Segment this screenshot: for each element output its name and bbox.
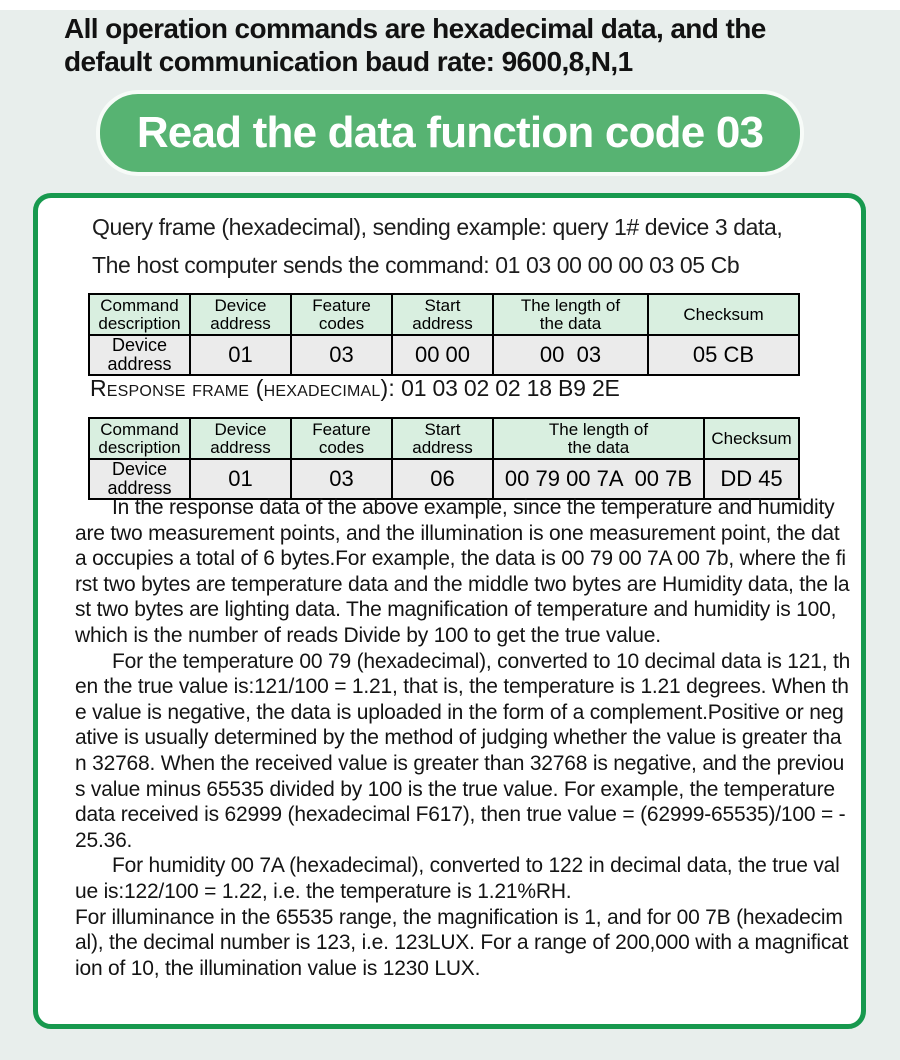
query-header-start-address: Start address <box>392 294 493 335</box>
response-frame-caption <box>90 375 620 402</box>
explanation-paragraph-2: For the temperature 00 79 (hexadecimal), converted to 10 decimal data is 121, then the true value is:121/100 = 1.21, that is, the temperature is 1.21 degrees. When the value is negative, the data is uploaded in the form of a complement.Positive or negative is usually determined by the method of judging whether the value is greater than 32768. When the received value is greater than 32768 is negative, and the previous value minus 65535 divided by 100 is the true value. For example, the temperature data received is 62999 (hexadecimal F617), then true value = (62999-65535)/100 = -25.36. <box>75 649 851 852</box>
response-header-data-length <box>493 418 704 459</box>
explanation-paragraph-4: For illuminance in the 65535 range, the magnification is 1, and for 00 7B (hexadecimal), the decimal number is 123, i.e. 123LUX. For a range of 200,000 with a magnification of 10, the illumination value is 1230 LUX. <box>75 905 849 980</box>
query-frame-intro-line1: Query frame (hexadecimal), sending example: query 1# device 3 data, <box>92 214 783 240</box>
query-cell-start-address: 00 00 <box>392 335 493 375</box>
query-table-data-row <box>89 335 799 375</box>
response-cell-data-length: 00 79 00 7A 00 7B <box>493 459 704 499</box>
query-frame-table <box>88 293 800 376</box>
query-cell-feature-codes: 03 <box>291 335 392 375</box>
query-cell-data-length: 00 03 <box>493 335 648 375</box>
response-header-command-description: Command description <box>89 418 190 459</box>
response-frame-hex: 01 03 02 02 18 B9 2E <box>401 375 620 401</box>
content-panel <box>33 193 866 1029</box>
response-cell-feature-codes: 03 <box>291 459 392 499</box>
explanation-text <box>75 495 851 981</box>
section-banner-label: Read the data function code 03 <box>136 108 764 157</box>
query-header-feature-codes: Feature codes <box>291 294 392 335</box>
query-header-data-length-label: The length of the data <box>520 295 621 333</box>
query-table-header-row <box>89 294 799 335</box>
query-header-data-length <box>493 294 648 335</box>
page-title-line1: All operation commands are hexadecimal data, and the <box>64 13 766 44</box>
query-header-checksum: Checksum <box>648 294 799 335</box>
response-header-device-address: Device address <box>190 418 291 459</box>
response-header-feature-codes: Feature codes <box>291 418 392 459</box>
query-cell-command-description: Device address <box>89 335 190 375</box>
page-title <box>64 12 864 78</box>
query-cell-device-address: 01 <box>190 335 291 375</box>
section-banner <box>96 90 804 176</box>
response-header-checksum: Checksum <box>704 418 799 459</box>
query-frame-intro-line2: The host computer sends the command: 01 03 00 00 00 03 05 Cb <box>92 252 740 278</box>
query-header-command-description: Command description <box>89 294 190 335</box>
response-header-data-length-label: The length of the data <box>548 419 649 457</box>
response-cell-command-description: Device address <box>89 459 190 499</box>
response-cell-device-address: 01 <box>190 459 291 499</box>
response-cell-start-address: 06 <box>392 459 493 499</box>
response-cell-checksum: DD 45 <box>704 459 799 499</box>
response-header-start-address: Start address <box>392 418 493 459</box>
explanation-paragraph-1: In the response data of the above example, since the temperature and humidity are two measurement points, and the illumination is one measurement point, the data occupies a total of 6 bytes.For example, the data is 00 79 00 7A 00 7b, where the first two bytes are temperature data and the middle two bytes are Humidity data, the last two bytes are lighting data. The magnification of temperature and humidity is 100, which is the number of reads Divide by 100 to get the true value. <box>75 496 850 647</box>
query-cell-checksum: 05 CB <box>648 335 799 375</box>
response-table-data-row <box>89 459 799 499</box>
response-table-header-row <box>89 418 799 459</box>
response-frame-table <box>88 417 800 500</box>
page-title-line2: default communication baud rate: 9600,8,N,1 <box>64 46 633 77</box>
query-header-device-address: Device address <box>190 294 291 335</box>
explanation-paragraph-3: For humidity 00 7A (hexadecimal), converted to 122 in decimal data, the true value is:122/100 = 1.22, i.e. the temperature is 1.21%RH. <box>75 854 840 903</box>
response-frame-label: Response frame (hexadecimal): <box>90 375 395 401</box>
